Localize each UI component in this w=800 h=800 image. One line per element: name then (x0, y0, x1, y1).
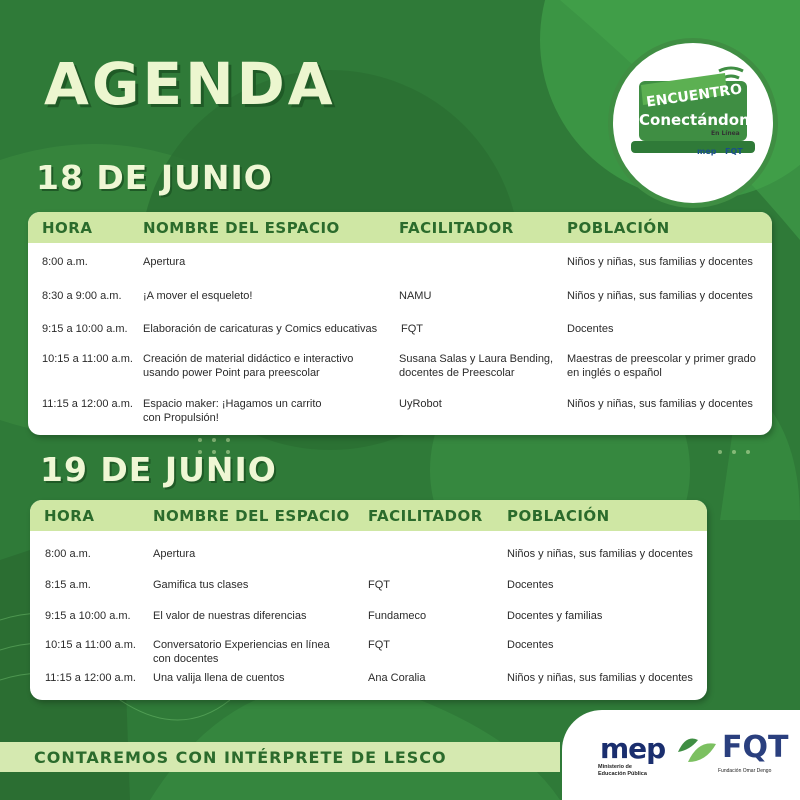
cell-hora: 10:15 a 11:00 a.m. (45, 639, 136, 651)
footer-banner (0, 742, 560, 772)
cell-facilitador: NAMU (399, 290, 432, 302)
cell-nombre: Conversatorio Experiencias en línea con docentes (153, 639, 330, 665)
cell-nombre: Gamifica tus clases (153, 579, 249, 591)
cell-hora: 11:15 a 12:00 a.m. (45, 672, 136, 684)
footer-text: CONTAREMOS CON INTÉRPRETE DE LESCO (34, 748, 447, 767)
day1-table (28, 212, 772, 435)
header-poblacion: POBLACIÓN (567, 219, 670, 237)
mep-logo-subtitle: Ministerio de Educación Pública (598, 764, 647, 777)
cell-facilitador: FQT (401, 323, 423, 335)
page-title: AGENDA (44, 50, 336, 118)
cell-hora: 8:00 a.m. (45, 548, 91, 560)
day2-table-header (30, 500, 707, 531)
header-hora: HORA (42, 219, 93, 237)
logo-line-en-linea: En Línea (711, 130, 740, 137)
cell-hora: 11:15 a 12:00 a.m. (42, 398, 133, 410)
cell-poblacion: Niños y niñas, sus familias y docentes (567, 398, 753, 410)
cell-hora: 8:00 a.m. (42, 256, 88, 268)
cell-hora: 10:15 a 11:00 a.m. (42, 353, 133, 365)
cell-nombre: Creación de material didáctico e interactivo usando power Point para preescolar (143, 353, 354, 379)
cell-nombre: Espacio maker: ¡Hagamos un carrito con Propulsión! (143, 398, 322, 424)
day2-table (30, 500, 707, 700)
cell-nombre: Apertura (153, 548, 196, 560)
header-nombre: NOMBRE DEL ESPACIO (143, 219, 340, 237)
day2-title: 19 DE JUNIO (40, 450, 277, 489)
cell-facilitador: Susana Salas y Laura Bending, docentes de Preescolar (399, 353, 554, 379)
fqt-logo: FQT (722, 730, 789, 765)
cell-facilitador: FQT (368, 579, 390, 591)
day1-title: 18 DE JUNIO (36, 158, 273, 197)
cell-poblacion: Niños y niñas, sus familias y docentes (567, 290, 753, 302)
cell-facilitador: Ana Coralia (368, 672, 426, 684)
header-poblacion: POBLACIÓN (507, 507, 610, 525)
day1-table-header (28, 212, 772, 243)
logo-line-encuentro: ENCUENTRO (645, 81, 744, 111)
cell-nombre: ¡A mover el esqueleto! (143, 290, 253, 302)
cell-poblacion: Docentes (507, 639, 554, 651)
cell-poblacion: Niños y niñas, sus familias y docentes (507, 548, 693, 560)
logo-mep: mep (697, 147, 717, 156)
header-hora: HORA (44, 507, 95, 525)
cell-facilitador: Fundameco (368, 610, 427, 622)
cell-nombre: Elaboración de caricaturas y Comics educativas (143, 323, 378, 335)
cell-hora: 8:30 a 9:00 a.m. (42, 290, 122, 302)
cell-facilitador: UyRobot (399, 398, 442, 410)
cell-poblacion: Maestras de preescolar y primer grado en inglés o español (567, 353, 756, 379)
cell-hora: 8:15 a.m. (45, 579, 91, 591)
cell-nombre: Una valija llena de cuentos (153, 672, 285, 684)
cell-poblacion: Docentes (507, 579, 554, 591)
cell-hora: 9:15 a 10:00 a.m. (45, 610, 131, 622)
cell-nombre: Apertura (143, 256, 186, 268)
header-facilitador: FACILITADOR (368, 507, 483, 525)
cell-poblacion: Docentes (567, 323, 614, 335)
mep-logo: mep (600, 732, 666, 765)
logo-fqt: FQT (725, 147, 743, 156)
event-logo (608, 38, 778, 208)
fqt-leaf-icon (676, 732, 718, 766)
cell-poblacion: Docentes y familias (507, 610, 603, 622)
cell-poblacion: Niños y niñas, sus familias y docentes (507, 672, 693, 684)
fqt-logo-subtitle: Fundación Omar Dengo (718, 768, 772, 774)
cell-nombre: El valor de nuestras diferencias (153, 610, 307, 622)
cell-hora: 9:15 a 10:00 a.m. (42, 323, 128, 335)
header-facilitador: FACILITADOR (399, 219, 514, 237)
footer-logos (562, 710, 800, 800)
cell-poblacion: Niños y niñas, sus familias y docentes (567, 256, 753, 268)
cell-facilitador: FQT (368, 639, 390, 651)
logo-line-conectandonos: Conectándonos (639, 111, 769, 129)
header-nombre: NOMBRE DEL ESPACIO (153, 507, 350, 525)
